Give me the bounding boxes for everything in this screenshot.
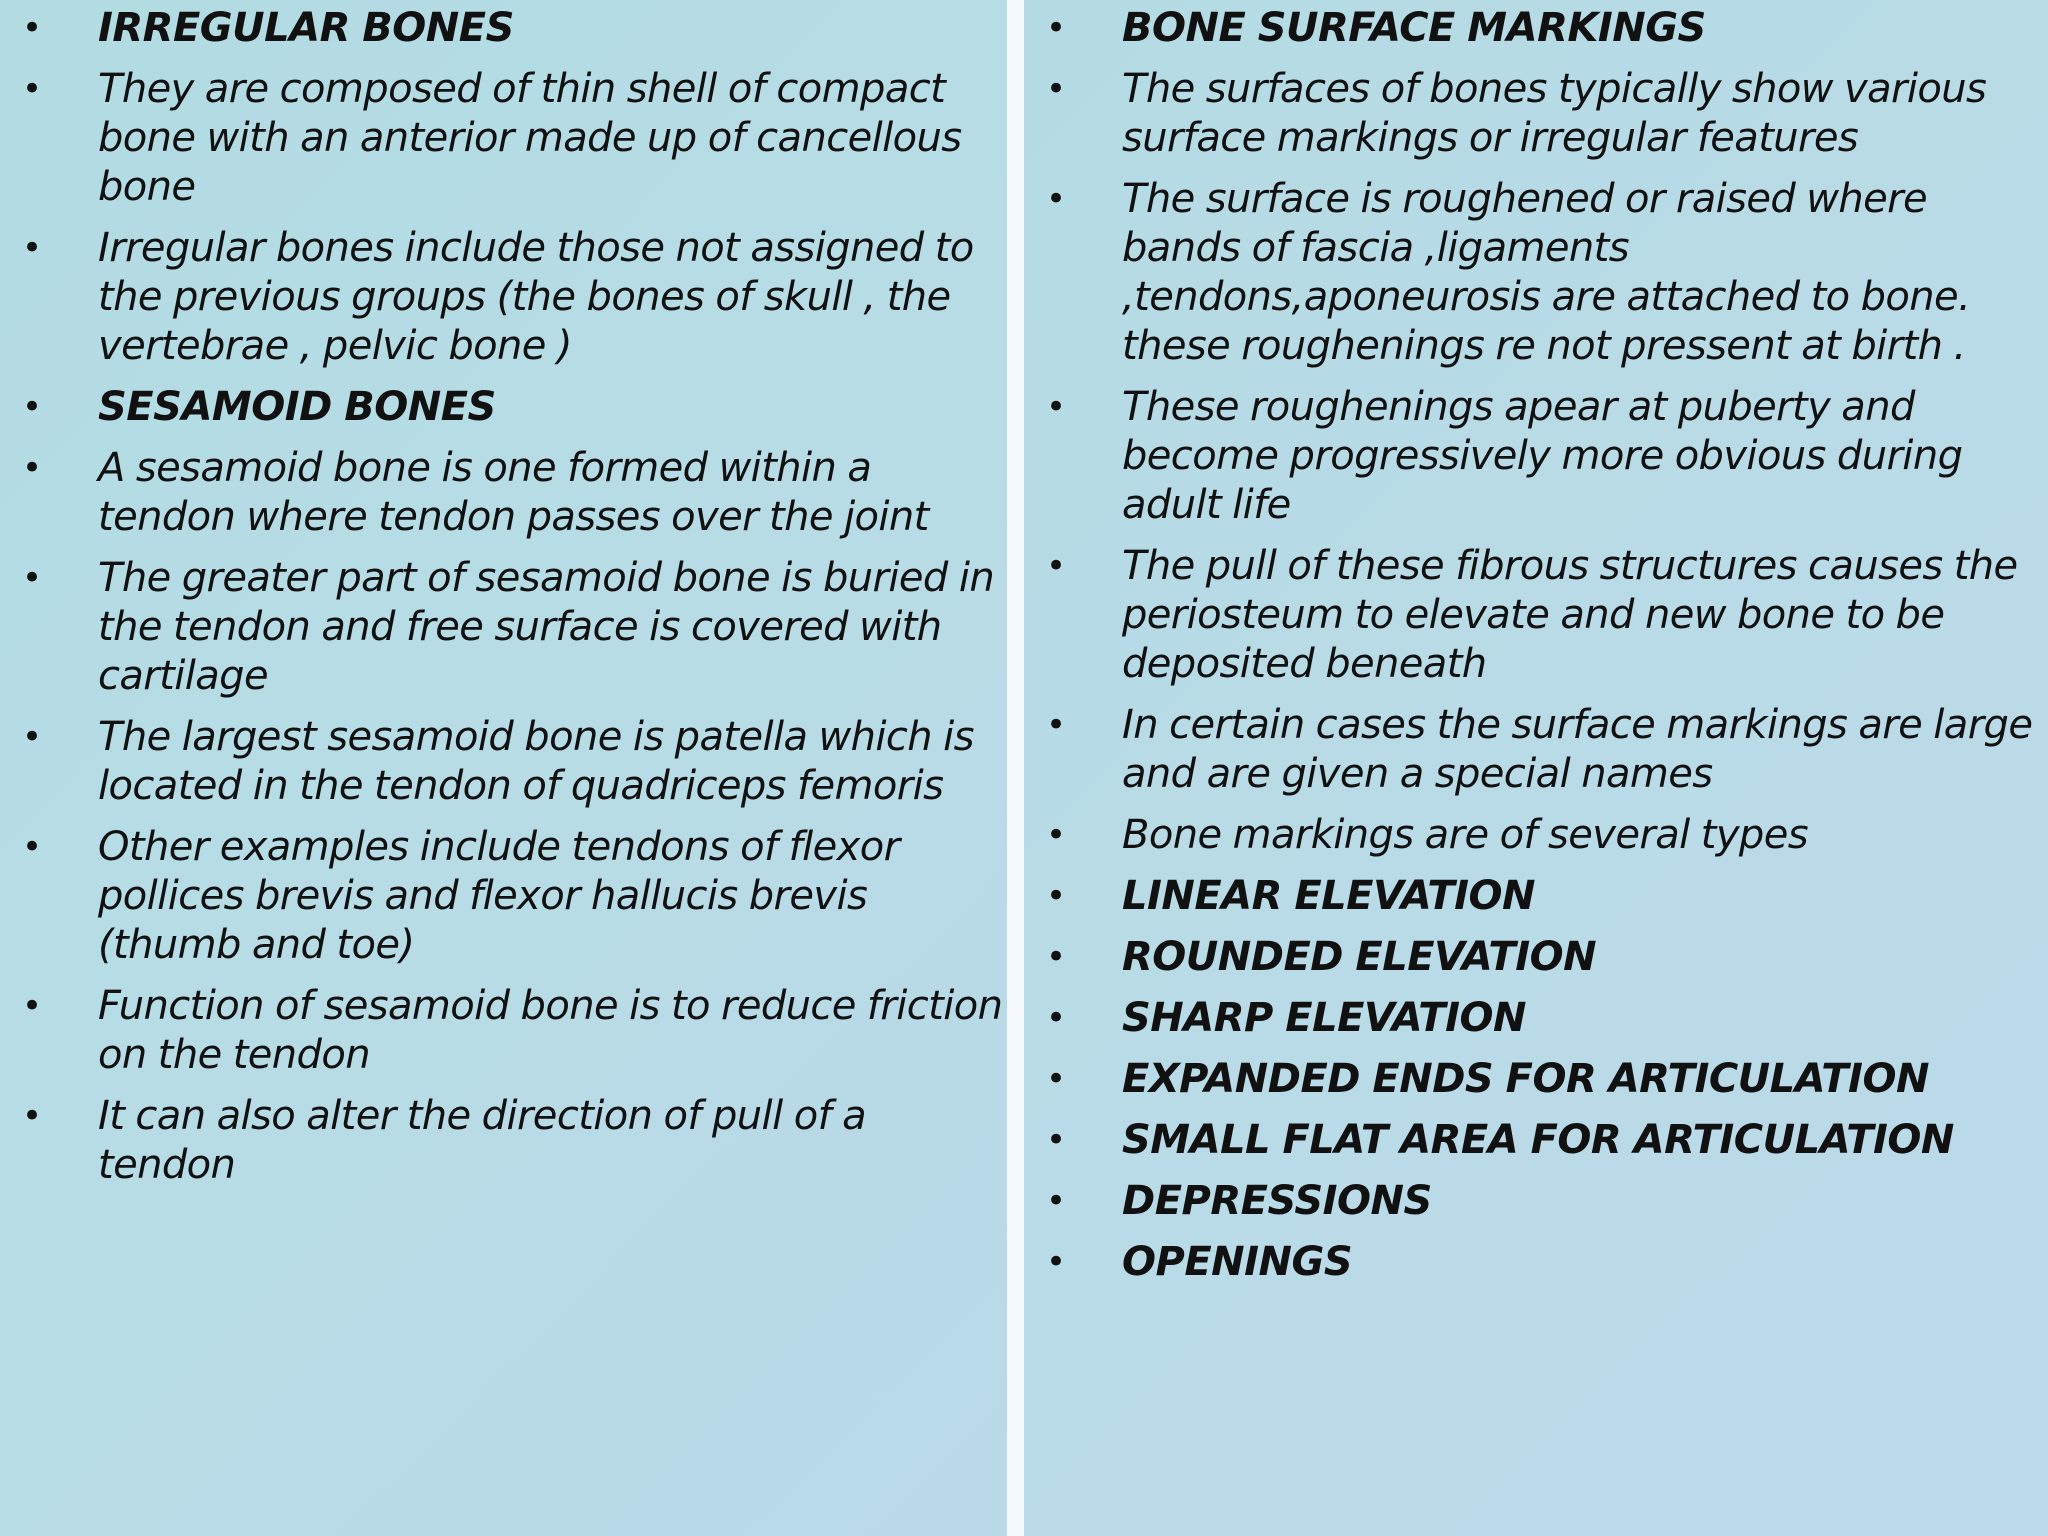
bullet-item [22, 224, 1007, 371]
bullet-text: EXPANDED ENDS FOR ARTICULATION [1122, 1056, 1929, 1102]
bullet-item [22, 554, 1007, 701]
bullet-icon: • [1046, 1242, 1066, 1282]
bullet-text: In certain cases the surface markings are large and are given a special names [1122, 702, 2033, 797]
bullet-icon: • [22, 1096, 42, 1136]
section-heading [1046, 4, 2046, 53]
bullet-item [1046, 811, 2046, 860]
bullet-item [22, 444, 1007, 542]
bullet-text: The surfaces of bones typically show various surface markings or irregular features [1122, 66, 1987, 161]
bullet-item [1046, 175, 2046, 371]
bullet-icon: • [1046, 1059, 1066, 1099]
bullet-icon: • [22, 558, 42, 598]
bullet-text: DEPRESSIONS [1122, 1178, 1432, 1224]
section-heading [22, 4, 1007, 53]
bullet-text: The largest sesamoid bone is patella which is located in the tendon of quadriceps femoris [98, 714, 974, 809]
section-heading [22, 383, 1007, 432]
bullet-text: It can also alter the direction of pull of a tendon [98, 1093, 867, 1188]
bullet-text: The greater part of sesamoid bone is buried in the tendon and free surface is covered with cartilage [98, 555, 995, 699]
bullet-icon: • [1046, 387, 1066, 427]
bullet-icon: • [1046, 937, 1066, 977]
section-heading [1046, 994, 2046, 1043]
section-heading [1046, 1055, 2046, 1104]
bullet-text: A sesamoid bone is one formed within a tendon where tendon passes over the joint [98, 445, 929, 540]
bullet-item [22, 713, 1007, 811]
bullet-text: Irregular bones include those not assigned to the previous groups (the bones of skull , the vertebrae , pelvic bone ) [98, 225, 974, 369]
bullet-text: IRREGULAR BONES [98, 5, 514, 51]
bullet-icon: • [1046, 998, 1066, 1038]
bullet-icon: • [1046, 876, 1066, 916]
bullet-item [22, 982, 1007, 1080]
bullet-text: Other examples include tendons of flexor pollices brevis and flexor hallucis brevis (thumb and toe) [98, 824, 900, 968]
bullet-icon: • [1046, 815, 1066, 855]
bullet-text: The pull of these fibrous structures causes the periosteum to elevate and new bone to be deposited beneath [1122, 543, 2018, 687]
bullet-icon: • [22, 986, 42, 1026]
bullet-text: The surface is roughened or raised where bands of fascia ,ligaments ,tendons,aponeurosis are attached to bone. these roughenings re not pressent at birth . [1122, 176, 1971, 369]
bullet-item [1046, 542, 2046, 689]
bullet-text: Function of sesamoid bone is to reduce friction on the tendon [98, 983, 1003, 1078]
bullet-icon: • [22, 717, 42, 757]
bullet-icon: • [22, 228, 42, 268]
bullet-icon: • [22, 448, 42, 488]
bullet-icon: • [1046, 705, 1066, 745]
column-divider [1007, 0, 1024, 1536]
section-heading [1046, 872, 2046, 921]
bullet-icon: • [22, 69, 42, 109]
bullet-text: SHARP ELEVATION [1122, 995, 1526, 1041]
bullet-text: These roughenings apear at puberty and become progressively more obvious during adult life [1122, 384, 1963, 528]
bullet-item [22, 823, 1007, 970]
bullet-text: SESAMOID BONES [98, 384, 496, 430]
bullet-text: LINEAR ELEVATION [1122, 873, 1536, 919]
left-text-column [0, 0, 1007, 1536]
bullet-text: They are composed of thin shell of compact bone with an anterior made up of cancellous bone [98, 66, 962, 210]
section-heading [1046, 933, 2046, 982]
section-heading [1046, 1177, 2046, 1226]
section-heading [1046, 1116, 2046, 1165]
bullet-item [22, 1092, 1007, 1190]
right-bullet-list [1046, 4, 2046, 1299]
bullet-text: OPENINGS [1122, 1239, 1353, 1285]
bullet-item [1046, 701, 2046, 799]
bullet-icon: • [1046, 8, 1066, 48]
bullet-icon: • [1046, 1181, 1066, 1221]
bullet-text: SMALL FLAT AREA FOR ARTICULATION [1122, 1117, 1954, 1163]
bullet-icon: • [1046, 546, 1066, 586]
bullet-text: BONE SURFACE MARKINGS [1122, 5, 1706, 51]
bullet-text: ROUNDED ELEVATION [1122, 934, 1597, 980]
bullet-text: Bone markings are of several types [1122, 812, 1808, 858]
bullet-icon: • [1046, 69, 1066, 109]
bullet-icon: • [22, 387, 42, 427]
bullet-icon: • [22, 827, 42, 867]
bullet-item [22, 65, 1007, 212]
section-heading [1046, 1238, 2046, 1287]
bullet-icon: • [22, 8, 42, 48]
left-bullet-list [22, 4, 1007, 1202]
bullet-item [1046, 383, 2046, 530]
bullet-item [1046, 65, 2046, 163]
right-text-column [1024, 0, 2048, 1536]
bullet-icon: • [1046, 1120, 1066, 1160]
bullet-icon: • [1046, 179, 1066, 219]
